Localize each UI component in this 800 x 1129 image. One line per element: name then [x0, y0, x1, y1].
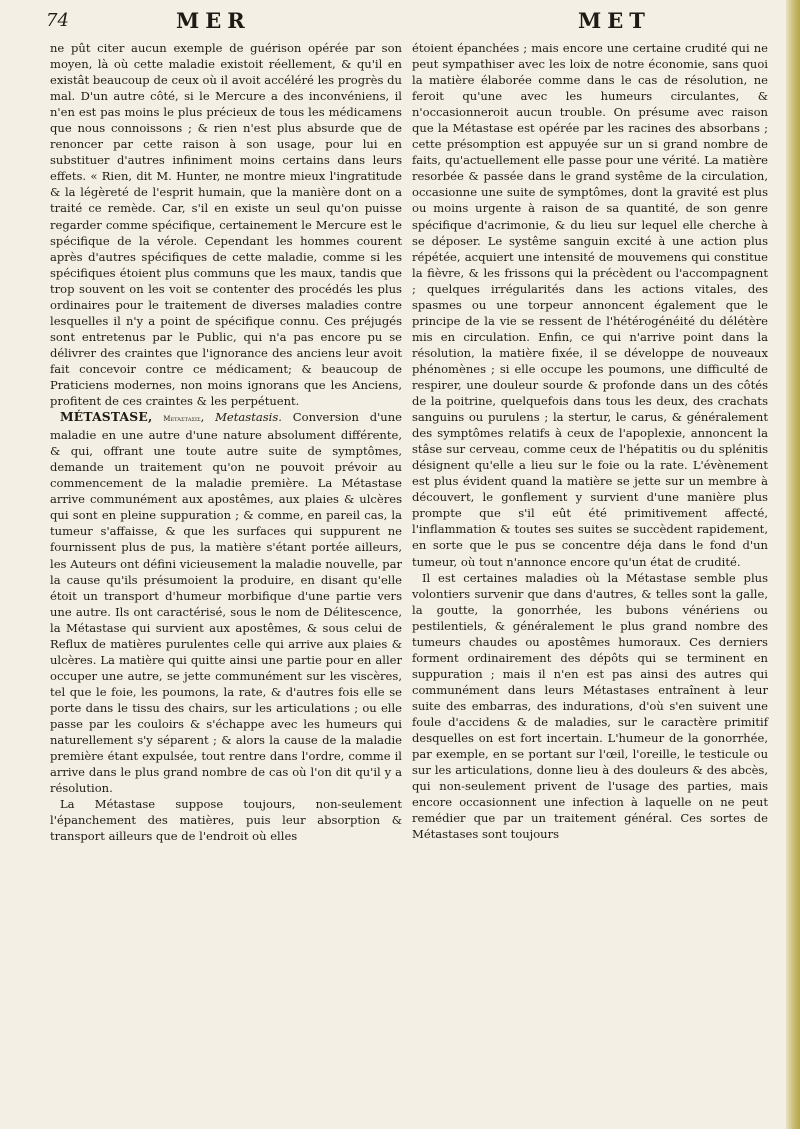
entry-greek: Μετάστασις — [163, 415, 201, 424]
entry-metastase: MÉTASTASE, Μετάστασις, Metastasis. Conversion d'une maladie en une autre d'une nature absolument différente, & qui, offrant une toute autre suite de symptômes, demande un traitement qu'on ne pouvoit prévoir au commencement de la maladie première. La Métastase arrive communément aux apostêmes, aux plaies & ulcères qui sont en pleine suppuration ; & comme, en pareil cas, la tumeur s'affaisse, & que les surfaces qui suppurent ne fournissent plus de pus, la matière s'étant portée ailleurs, les Auteurs ont défini vicieusement la maladie nouvelle, par la cause qu'ils présumoient la produire, en disant qu'elle étoit un transport d'humeur morbifique d'une partie vers une autre. Ils ont caractérisé, sous le nom de Délitescence, la Métastase qui survient aux apostêmes, & sous celui de Reflux de matières purulentes celle qui arrive aux plaies & ulcères. La matière qui quitte ainsi une partie pour en aller occuper une autre, se jette communément sur les viscères, tel que le foie, les poumons, la rate, & d'autres fois elle se porte dans le tissu des chairs, sur les articulations ; ou elle passe par les couloirs & s'échappe avec les humeurs qui naturellement s'y séparent ; & alors la cause de la maladie première étant expulsée, tout rentre dans l'ordre, comme il arrive dans le plus grand nombre de cas où l'on dit qu'il y a résolution. — [50, 409, 403, 796]
paragraph-metastase-3: étoient épanchées ; mais encore une certaine crudité qui ne peut sympathiser avec les loix de notre économie, sans quoi la matière élaborée comme dans le cas de résolution, ne feroit qu'une avec les humeurs circulantes, & n'occasionneroit aucun trouble. On présume avec raison que la Métastase est opérée par les racines des absorbans ; cette présomption est appuyée sur un si grand nombre de faits, qu'actuellement elle passe pour une vérité. La matière resorbée & passée dans le grand systême de la circulation, occasionne une suite de symptômes, dont la gravité est plus ou moins urgente à raison de sa quantité, de son genre spécifique d'acrimonie, & du lieu sur lequel elle cherche à se déposer. Le systême sanguin excité à une action plus répétée, acquiert une intensité de mouvemens qui constitue la fièvre, & les frissons qui la précèdent ou l'accompagnent ; quelques irrégularités dans les actions vitales, des spasmes ou une torpeur annoncent également que le principe de la vie se ressent de l'hétérogénéité du délétère mis en circulation. Enfin, ce qui n'arrive point dans la résolution, la matière fixée, il se développe de nouveaux phénomènes ; si elle occupe les poumons, une difficulté de respirer, une douleur sourde & profonde dans un des côtés de la poitrine, quelquefois dans tous les deux, des crachats sanguins ou purulens ; la stertur, le carus, & généralement des symptômes relatifs à ceux de l'apoplexie, annoncent la stâse sur cerveau, comme ceux de l'hépatitis ou du splénitis désignent qu'elle a lieu sur le foie ou la rate. L'évènement est plus évident quand la matière se jette sur un membre à découvert, le gonflement y survient d'une manière plus prompte que s'il eût été primitivement affecté, l'inflammation & toutes ses suites se succèdent rapidement, en sorte que le pus se concentre déja dans le fond d'un tumeur, où tout n'annonce encore qu'un état de crudité. — [412, 41, 768, 569]
paragraph-metastase-4: Il est certaines maladies où la Métastase semble plus volontiers survenir que dans d'autres, & telles sont la galle, la goutte, la gonorrhée, les bubons vénériens ou pestilentiels, & généralement le plus grand nombre des tumeurs chaudes ou apostêmes humoraux. Ces derniers forment ordinairement des dépôts qui se terminent en suppuration ; mais il n'en est pas ainsi des autres qui communément dans leurs Métastases entraînent à leur suite des embarras, des indurations, d'où s'en suivent une foule d'accidens & de maladies, sur le caractère primitif desquelles on est fort incertain. L'humeur de la gonorrhée, par exemple, en se portant sur l'œil, l'oreille, le testicule ou sur les articulations, donne lieu à des douleurs & des abcès, qui non-seulement privent de l'usage des parties, mais encore occasionnent une infection à laquelle on ne peut remédier que par un traitement général. Ces sortes de Métastases sont toujours — [412, 570, 768, 842]
left-column — [50, 40, 402, 844]
entry-definition: Conversion d'une maladie en une autre d'une nature absolument différente, & qui, offrant une toute autre suite de symptômes, demande un traitement qu'on ne pouvoit prévoir au commencement de la maladie première. La Métastase arrive communément aux apostêmes, aux plaies & ulcères qui sont en pleine suppuration ; & comme, en pareil cas, la tumeur s'affaisse, & que les surfaces qui suppurent ne fournissent plus de pus, la matière s'étant portée ailleurs, les Auteurs ont défini vicieusement la maladie nouvelle, par la cause qu'ils présumoient la produire, en disant qu'elle étoit un transport d'humeur morbifique d'une partie vers une autre. Ils ont caractérisé, sous le nom de Délitescence, la Métastase qui survient aux apostêmes, & sous celui de Reflux de matières purulentes celle qui arrive aux plaies & ulcères. La matière qui quitte ainsi une partie pour en aller occuper une autre, se jette communément sur les viscères, tel que le foie, les poumons, la rate, & d'autres fois elle se porte dans le tissu des chairs, sur les articulations ; ou elle passe par les couloirs & s'échappe avec les humeurs qui naturellement s'y séparent ; & alors la cause de la maladie première étant expulsée, tout rentre dans l'ordre, comme il arrive dans le plus grand nombre de cas où l'on dit qu'il y a résolution. — [50, 410, 403, 796]
paragraph-metastase-2: La Métastase suppose toujours, non-seulement l'épanchement des matières, puis leur absorption & transport ailleurs que de l'endroit où elles — [50, 797, 402, 844]
page-edge — [786, 0, 800, 1129]
running-head-left: MER — [176, 8, 251, 33]
entry-term: MÉTASTASE, — [60, 409, 153, 425]
page-number: 74 — [46, 10, 69, 31]
running-head-right: MET — [578, 8, 651, 33]
entry-latin: Metastasis. — [215, 410, 282, 425]
right-column — [412, 40, 768, 842]
page-header — [46, 6, 774, 32]
paragraph-mercure-end: ne pût citer aucun exemple de guérison opérée par son moyen, là où cette maladie existoit réellement, & qu'il en existât beaucoup de ceux où il avoit accéléré les progrès du mal. D'un autre côté, si le Mercure a des inconvéniens, il n'en est pas moins le plus précieux de tous les médicamens que nous connoissons ; & rien n'est plus absurde que de renoncer par cette raison à son usage, pour lui en substituer d'autres infiniment moins certains dans leurs effets. « Rien, dit M. Hunter, ne montre mieux l'ingratitude & la légèreté de l'esprit humain, que la manière dont on a traité ce remède. Car, s'il en existe un seul qu'on puisse regarder comme spécifique, certainement le Mercure est le spécifique de la vérole. Cependant les hommes courent après d'autres spécifiques de cette maladie, comme si les spécifiques étoient plus communs que les maux, tandis que trop souvent on les voit se contenter des procédés les plus ordinaires pour le traitement de diverses maladies contre lesquelles il n'y a point de spécifique connu. Ces préjugés sont entretenus par le Public, qui n'a pas encore pu se délivrer des craintes que l'ignorance des anciens leur avoit fait concevoir contre ce médicament; & beaucoup de Praticiens modernes, non moins ignorans que les Anciens, profitent de ces craintes & les perpétuent. — [50, 41, 402, 409]
